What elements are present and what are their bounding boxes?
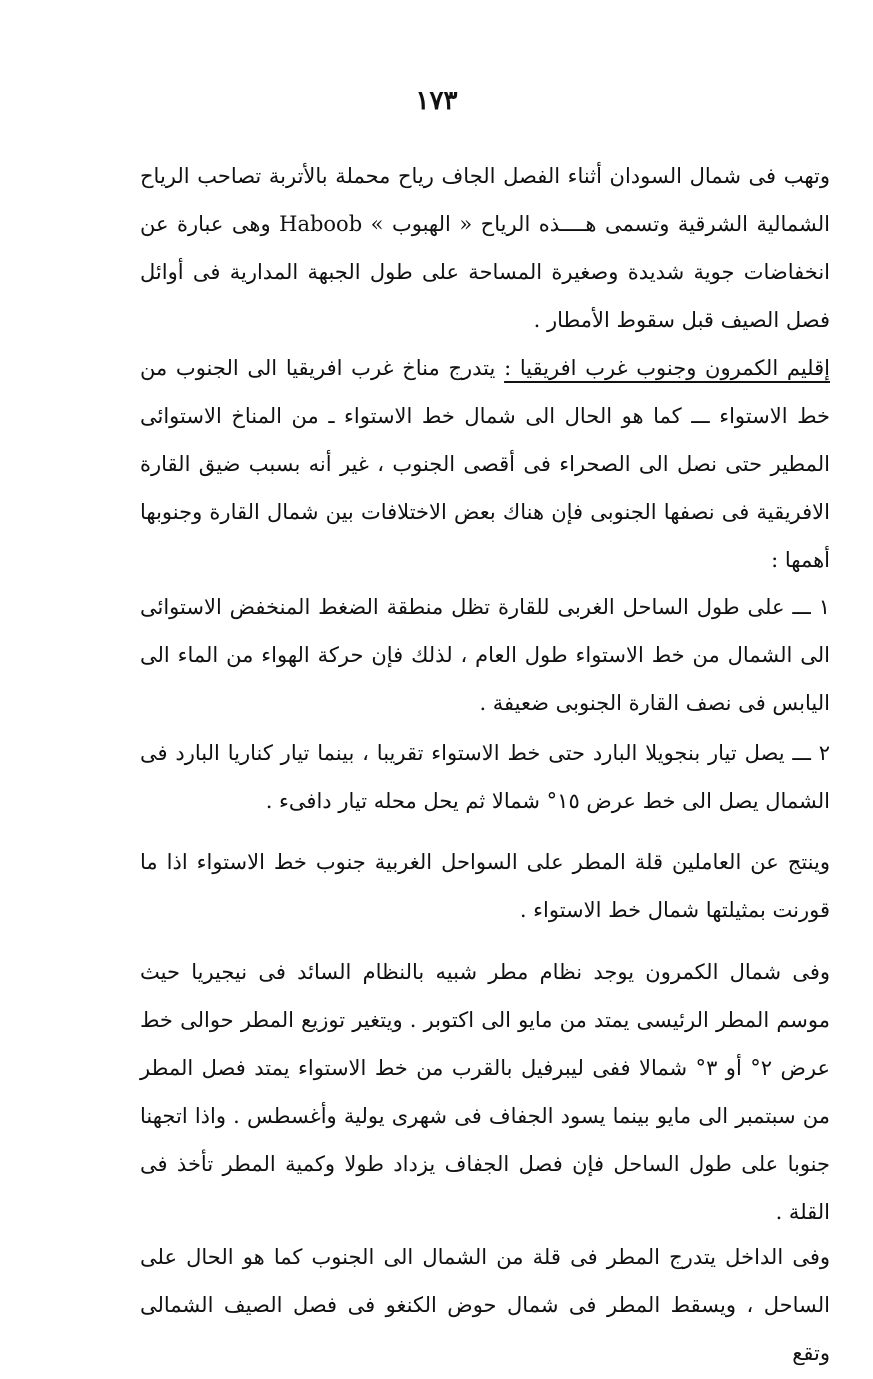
paragraph-result: وينتج عن العاملين قلة المطر على السواحل الغربية جنوب خط الاستواء اذا ما قورنت بمثيلتها شمال خط الاستواء . [140,850,830,922]
paragraph-north-cameroon: وفى شمال الكمرون يوجد نظام مطر شبيه بالنظام السائد فى نيجيريا حيث موسم المطر الرئيسى يمتد من مايو الى اكتوبر . ويتغير توزيع المطر حوالى خط عرض ٢° أو ٣° شمالا ففى ليبرفيل بالقرب من خط الاستواء يمتد فصل المطر من سبتمبر الى مايو بينما يسود الجفاف فى شهرى يولية وأغسطس . واذا اتجهنا جنوبا على طول الساحل فإن فصل الجفاف يزداد طولا وكمية المطر تأخذ فى القلة . [140,960,830,1224]
section-heading-cameroon: إقليم الكمرون وجنوب غرب افريقيا : [504,356,830,380]
paragraph-cameroon-text: يتدرج مناخ غرب افريقيا الى الجنوب من خط الاستواء ـــ كما هو الحال الى شمال خط الاستواء ـ من المناخ الاستوائى المطير حتى نصل الى الصحراء فى أقصى الجنوب ، غير أنه بسبب ضيق القارة الافريقية فى نصفها الجنوبى فإن هناك بعض الاختلافات بين شمال القارة وجنوبها أهمها : [140,356,830,572]
paragraph-point-2: ٢ ـــ يصل تيار بنجويلا البارد حتى خط الاستواء تقريبا ، بينما تيار كناريا البارد فى الشمال يصل الى خط عرض ١٥° شمالا ثم يحل محله تيار دافىء . [140,741,830,813]
paragraph-point-1: ١ ـــ على طول الساحل الغربى للقارة تظل منطقة الضغط المنخفض الاستوائى الى الشمال من خط الاستواء طول العام ، لذلك فإن حركة الهواء من الماء الى اليابس فى نصف القارة الجنوبى ضعيفة . [140,595,830,715]
paragraph-haboob: وتهب فى شمال السودان أثناء الفصل الجاف رياح محملة بالأتربة تصاحب الرياح الشمالية الشرقية وتسمى هــــذه الرياح « الهبوب » Haboob وهى عبارة عن انخفاضات جوية شديدة وصغيرة المساحة على طول الجبهة المدارية فى أوائل فصل الصيف قبل سقوط الأمطار . [140,164,830,332]
paragraph-interior: وفى الداخل يتدرج المطر فى قلة من الشمال الى الجنوب كما هو الحال على الساحل ، ويسقط المطر فى شمال حوض الكنغو فى فصل الصيف الشمالى وتقع [140,1245,830,1365]
paragraph-cameroon [140,344,830,584]
page-number: ١٧٣ [415,86,458,116]
